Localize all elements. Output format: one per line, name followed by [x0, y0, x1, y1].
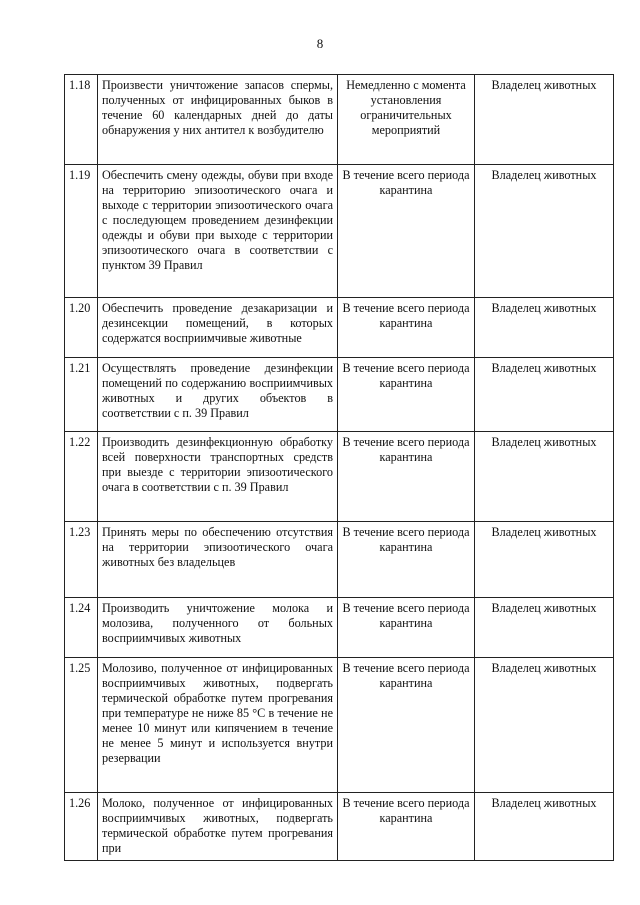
responsible-text: Владелец животных [475, 598, 614, 658]
term-text: В течение всего периода карантина [338, 358, 475, 432]
row-number: 1.21 [65, 358, 98, 432]
responsible-text: Владелец животных [475, 358, 614, 432]
measure-text: Обеспечить смену одежды, обуви при входе на территорию эпизоотического очага и выходе с территории эпизоотического очага с последующем проведением дезинфекции одежды и обуви при выходе с территории эпизоотического очага в соответствии с пунктом 39 Правил [98, 165, 338, 298]
measure-text: Молоко, полученное от инфицированных восприимчивых животных, подвергать термической обработке путем прогревания при [98, 793, 338, 861]
row-number: 1.24 [65, 598, 98, 658]
row-number: 1.23 [65, 522, 98, 598]
term-text: В течение всего периода карантина [338, 793, 475, 861]
responsible-text: Владелец животных [475, 298, 614, 358]
term-text: В течение всего периода карантина [338, 432, 475, 522]
term-text: В течение всего периода карантина [338, 522, 475, 598]
measure-text: Произвести уничтожение запасов спермы, полученных от инфицированных быков в течение 60 календарных дней до даты обнаружения у них антител к возбудителю [98, 75, 338, 165]
term-text: В течение всего периода карантина [338, 165, 475, 298]
measure-text: Производить уничтожение молока и молозива, полученного от больных восприимчивых животных [98, 598, 338, 658]
page-number: 8 [316, 36, 324, 51]
table-row [65, 598, 614, 658]
measure-text: Принять меры по обеспечению отсутствия на территории эпизоотического очага животных без владельцев [98, 522, 338, 598]
table-row [65, 522, 614, 598]
measures-table [64, 74, 614, 861]
responsible-text: Владелец животных [475, 793, 614, 861]
table-row [65, 75, 614, 165]
term-text: В течение всего периода карантина [338, 598, 475, 658]
table-row [65, 793, 614, 861]
row-number: 1.26 [65, 793, 98, 861]
row-number: 1.18 [65, 75, 98, 165]
measure-text: Осуществлять проведение дезинфекции помещений по содержанию восприимчивых животных и других объектов в соответствии с п. 39 Правил [98, 358, 338, 432]
table-row [65, 432, 614, 522]
row-number: 1.22 [65, 432, 98, 522]
measure-text: Обеспечить проведение дезакаризации и дезинсекции помещений, в которых содержатся восприимчивые животные [98, 298, 338, 358]
responsible-text: Владелец животных [475, 432, 614, 522]
responsible-text: Владелец животных [475, 658, 614, 793]
table-row [65, 298, 614, 358]
responsible-text: Владелец животных [475, 165, 614, 298]
table-row [65, 358, 614, 432]
measure-text: Молозиво, полученное от инфицированных восприимчивых животных, подвергать термической обработке путем прогревания при температуре не ниже 85 °С в течение не менее 10 минут или кипячением в течение не менее 5 минут и используется внутри резервации [98, 658, 338, 793]
row-number: 1.19 [65, 165, 98, 298]
table-row [65, 165, 614, 298]
term-text: В течение всего периода карантина [338, 298, 475, 358]
responsible-text: Владелец животных [475, 75, 614, 165]
table-row [65, 658, 614, 793]
responsible-text: Владелец животных [475, 522, 614, 598]
measure-text: Производить дезинфекционную обработку всей поверхности транспортных средств при выезде с территории эпизоотического очага в соответствии с п. 39 Правил [98, 432, 338, 522]
row-number: 1.25 [65, 658, 98, 793]
term-text: В течение всего периода карантина [338, 658, 475, 793]
row-number: 1.20 [65, 298, 98, 358]
term-text: Немедленно с момента установления ограничительных мероприятий [338, 75, 475, 165]
